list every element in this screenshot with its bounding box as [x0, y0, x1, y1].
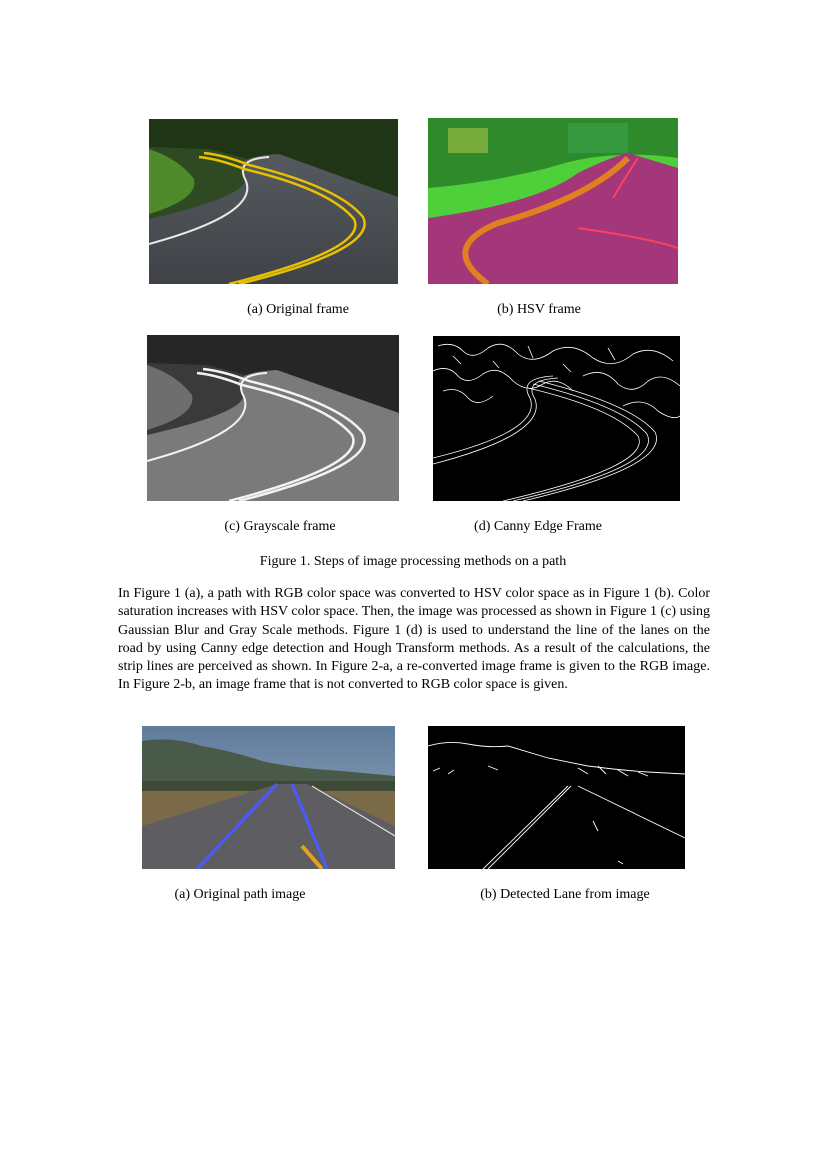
figure1-caption-b: (b) HSV frame: [497, 302, 581, 317]
figure1-caption-c: (c) Grayscale frame: [224, 519, 336, 534]
canny-edge-frame-image: [433, 336, 680, 501]
figure1-title: Figure 1. Steps of image processing methods on a path: [259, 554, 567, 569]
hsv-frame-image: [428, 118, 678, 284]
figure1-caption-d: (d) Canny Edge Frame: [474, 519, 602, 534]
figure2-caption-b: (b) Detected Lane from image: [480, 887, 650, 902]
figure1-caption-a: (a) Original frame: [247, 302, 349, 317]
detected-lane-image: [428, 726, 685, 869]
grayscale-frame-image: [147, 335, 399, 501]
original-frame-image: [149, 119, 398, 284]
figure2-caption-a: (a) Original path image: [174, 887, 306, 902]
body-paragraph: In Figure 1 (a), a path with RGB color space was converted to HSV color space as in Figure 1 (b). Color saturation increases with HSV color space. Then, the image was processed as shown in Figure 1 (c) using Gaussian Blur and Gray Scale methods. Figure 1 (d) is used to understand the line of the lanes on the road by using Canny edge detection and Hough Transform methods. As a result of the calculations, the strip lines are perceived as shown. In Figure 2-a, a re-converted image frame is given to the RGB image. In Figure 2-b, an image frame that is not converted to RGB color space is given.: [118, 586, 710, 693]
original-path-image: [142, 726, 395, 869]
